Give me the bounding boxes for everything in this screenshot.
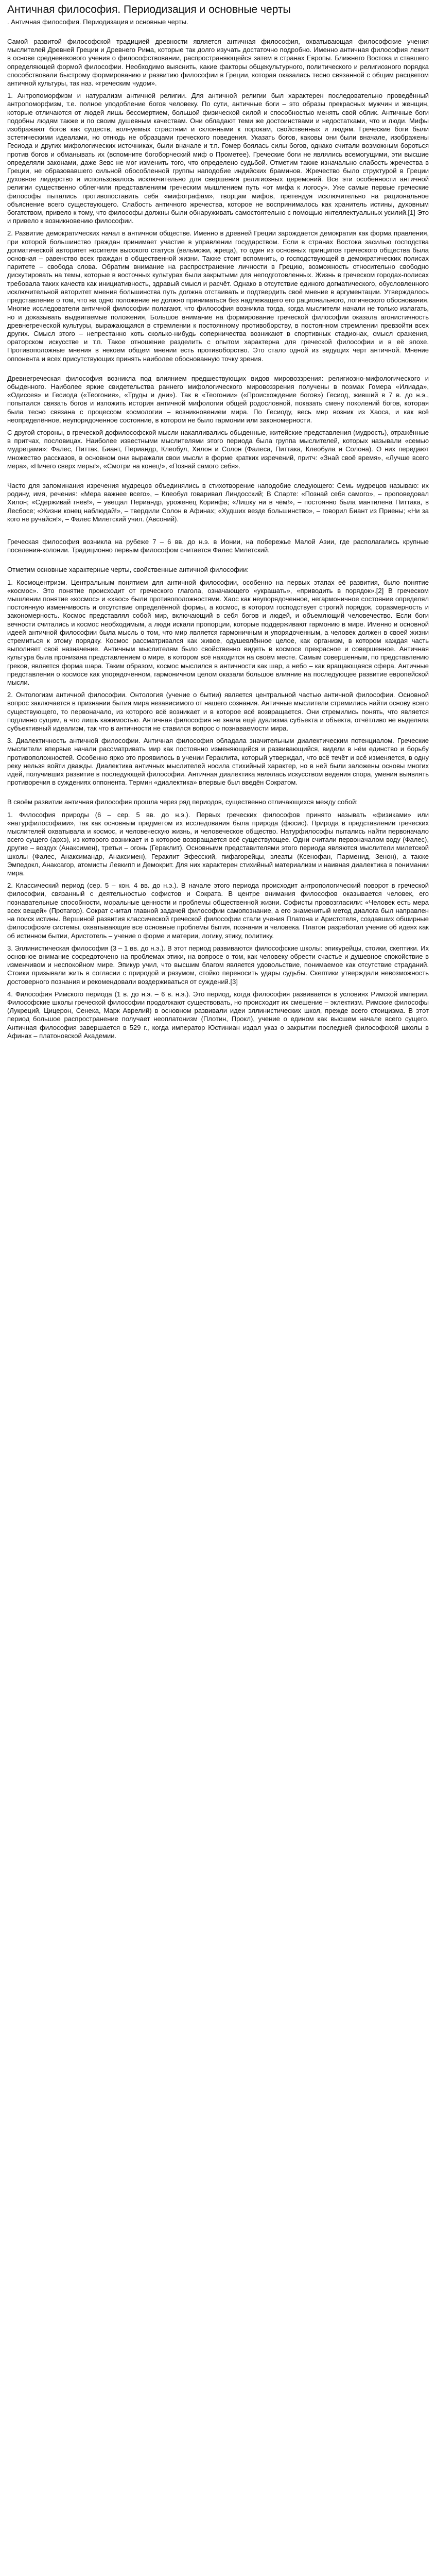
article-subtitle: . Античная философия. Периодизация и основные черты. — [7, 18, 188, 26]
paragraph-ontologism: 2. Онтологизм античной философии. Онтология (учение о бытии) является центральной частью античной философии. Основной вопрос заключается в признании бытия мира независимого от нашего сознания. Античные мыслители стремились найти основу всего существующего, то первоначало, из которого всё возникает и в которое всё возвращается. Они стремились понять, что является подлинно сущим, а что лишь кажимостью. Античная философия не знала ещё дуализма субъекта и объекта, отчётливо не выделяла субъективный идеализм, так что в античности не ставился вопрос о познаваемости мира. — [7, 691, 429, 733]
paragraph-religion: 1. Антропоморфизм и натурализм античной религии. Для античной религии был характерен последовательно проведённый антропоморфизм, т.е. полное уподобление богов человеку. По сути, античные боги – это образы прекрасных мужчин и женщин, которые отличаются от людей лишь бессмертием, большой физической силой и способностью менять свой облик. Античные боги подобны людям также и по своим душевным качествам. Они обладают теми же достоинствами и недостатками, что и люди. Мифы изображают богов как существ, волнуемых страстями и склонными к порокам, свойственных и людям. Греческие боги были эстетическими идеалами, но отнюдь не образцами греческого поведения. Указать богов, каковы они были вначале, изображены Гесиода и других мифологических источниках, были вначале и т.п. Гомер боялась силы богов, однако считали возможным бороться против богов и обманывать их (вспомните богоборческий миф о Прометее). Греческие боги не являлись всемогущими, эти высшие определяли законами, даже Зевс не мог изменить того, что определено судьбой. Отметим также изначально слабость жречества в Греции, не образовавшего сильной обособленной группы наподобие индийских браминов. Жречество было структурой в Греции духовное лидерство и использовалось исключительно для свершения религиозных церемоний. Все эти особенности античной религии существенно облегчили представлениям греческим мышлением путь «от мифа к логосу». Уже самые первые греческие философы пытались противопоставить себя «мифографам», творцам мифов, претендуя исключительно на рациональное объяснение всего существующего. Слабость античного жречества, которое не воспринималось как хранитель истины, духовным богатством, привело к тому, что философы должны были обнаруживать самостоятельно с помощью интеллектуальных усилий.[1] Это и привело к возникновению философии. — [7, 92, 429, 225]
paragraph-origin: Греческая философия возникла на рубеже 7 – 6 вв. до н.э. в Ионии, на побережье Малой Азии, где располагались крупные поселения-колонии. Традиционно первым философом считается Фалес Милетский. — [7, 537, 429, 554]
paragraph-democracy: 2. Развитие демократических начал в античном обществе. Именно в древней Греции зарождается демократия как форма правления, при которой большинство граждан принимает участие в управлении государством. Если в странах Востока засилью господства догматической авторитет носителя высокого статуса (вельможи, жреца), то один из основных принципов греческого общества была основная – равенство всех граждан в общественной жизни. Также стоит вспомнить, о господствующей в демократических полисах паритете – свобода слова. Обратим внимание на распространение личности в Грецию, возможность относительно свободно дискутировать на темы, которые в восточных культурах были закрытыми для неподготовленных. Жизнь в греческом городах-полисах требовала таких качеств как инициативность, здравый смысл и расчёт. Однако в отсутствие единого догматического, обусловленного исключительной авторитет мнения большинства путь должна отстаивать и подтвердить своё мнение в аргументации. Утверждалось представление о том, что на одно положение не должно приниматься без надлежащего его рационального, логического обоснования. Многие исследователи античной философии полагают, что философия возникла тогда, когда мыслители начали не только излагать, но и доказывать выдвигаемые положения, Большое внимание на формирование греческой философии оказала агонистичность древнегреческой культуры, выражающаяся в стремлении к постоянному противоборству, в постоянном стремлении превзойти всех других. Смысл этого – непрестанно хоть сколько-нибудь соперничества возникают в спортивных стадионах, смысл сражения, ораторском искусстве и т.п. Такое отношение разделить с опытом характерна для греческой философии и в её эпохе. Противоположные мнения в некоем общем мнении есть противоборство. Это стало одной из ведущих черт античной. Мнение оппонента и всех присутствующих принять наиболее обоснованную точку зрения. — [7, 229, 429, 363]
paragraph-poem: Часто для запоминания изречения мудрецов объединялись в стихотворение наподобие следующего: Семь мудрецов называю: их родину, имя, речения: «Мера важнее всего», – Клеобул говаривал Линдосский; В Спарте: «Познай себя самого», – проповедовал Хилон; «Сдерживай гнев!», – увещал Периандр, уроженец Коринфа; «Лишку ни в чём!», – постоянно была мантилена Питтака, в Лесбосе; «Жизни конец наблюдай!», – твердили Солон в Афинах; «Худших везде большинство», – говорил Биант из Приены; «Ни за кого не ручайся!», – Фалес Милетский учил. (Авсоний). — [7, 481, 429, 523]
paragraph-period-roman: 4. Философия Римского периода (1 в. до н.э. – 6 в. н.э.). Это период, когда философия развивается в условиях Римской империи. Философские школы греческой философии продолжают существовать, но происходит их смешение – эклектизм. Римские философы (Лукреций, Цицерон, Сенека, Марк Аврелий) в основном развивали идеи эллинистических школ, прежде всего стоицизма. В этот период большое распространение получает неоплатонизм (Плотин, Прокл), учение о едином как высшем начале всего сущего. Античная философия завершается в 529 г., когда император Юстиниан издал указ о закрытии последней философской школы в Афинах – платоновской Академии. — [7, 990, 429, 1040]
paragraph-intro: Самой развитой философской традицией древности является античная философия, охватывающая философские учения мыслителей Древней Греции и Древнего Рима, которые так долго изучать достаточно подробно. Именно античная философия лежит в основе средневекового учения о философствовании, распространяющейся затем в странах Европы. Ближнего Востока и ставшего определяющей формой философии. Необходимо выяснить, какие факторы общекультурного, политического и религиозного порядка способствовали быстрому формированию и развитию философии в Греции, которая оказалась тесно связанной с общим расцветом античной культуры, так наз. «греческим чудом». — [7, 38, 429, 88]
article — [0, 0, 436, 1045]
paragraph-features-intro: Отметим основные характерные черты, свойственные античной философии: — [7, 566, 249, 574]
paragraph-period-nature: 1. Философия природы (6 – сер. 5 вв. до н.э.). Первых греческих философов принято называть «физиками» или «натурфилософами», так как основным предметом их исследования была природа (фюсис). Природа в представлении греческих мыслителей охватывала и космос, и человеческую жизнь, и человеческое общество. Натурфилософы пытались найти первоначало всего сущего (архэ), из которого возникает и в которое возвращается всё существующее. Одни считали первоначалом воду (Фалес), другие – воздух (Анаксимен), третьи – огонь (Гераклит). Основными представителями этого периода являются мыслители милетской школы (Фалес, Анаксимандр, Анаксимен), Гераклит Эфесский, пифагорейцы, элеаты (Ксенофан, Парменид, Зенон), а также Эмпедокл, Анаксагор, атомисты Левкипп и Демокрит. Для них характерен стихийный материализм и наивная диалектика в понимании мира. — [7, 810, 429, 877]
paragraph-dialectics: 3. Диалектичность античной философии. Античная философия обладала значительным диалектическим потенциалом. Греческие мыслители впервые начали рассматривать мир как постоянно изменяющийся и развивающийся, видели в нём единство и борьбу противоположностей. Особенно ярко это проявилось в учении Гераклита, который утверждал, что всё течёт и всё изменяется, в одну реку нельзя войти дважды. Диалектика античных мыслителей носила стихийный характер, но в ней были заложены основы многих идей, получивших развитие в последующей философии. Античная диалектика являлась искусством ведения спора, умения выявлять противоречия в суждениях оппонента. Термин «диалектика» впервые был введён Сократом. — [7, 737, 429, 787]
article-body — [7, 38, 429, 1040]
paragraph-wise-men: С другой стороны, в греческой дофилософской мысли накапливались обыденные, житейские представления (мудрость), отражённые в притчах, пословицах. Наиболее известными мыслителями этого периода была группа мыслителей, которых называли «семью мудрецами»: Фалес, Питтак, Биант, Периандр, Клеобул, Хилон и Солон (Фалеса, Питтака, Клеобула и Солона). О них передают множество рассказов, в основном они выражали свои мысли в форме кратких изречений, притч: «Знай своё время», «Лучше всего мера», «Ничего сверх меры!», «Смотри на конец!», «Познай самого себя». — [7, 428, 429, 470]
paragraph-mythology: Древнегреческая философия возникла под влиянием предшествующих видов мировоззрения: религиозно-мифологического и обыденного. Наиболее яркие свидетельства раннего мифологического мировоззрения получены в поэмах Гомера «Илиада», «Одиссея» и Гесиода («Теогония», «Труды и дни»). Так в «Теогонии» («Происхождение богов») Гесиод, живший в 7 в. до н.э., попытался связать богов и изложить история античной мифологии общей родословной, показать смену поколений богов, которая была тесно связана с процессом космологии – возникновением мира. По Гесиоду, весь мир возник из Хаоса, и как всё неопределённое, неупорядоченное состояние, в котором не было гармонии или закономерности. — [7, 374, 429, 424]
paragraph-period-classic: 2. Классический период (сер. 5 – кон. 4 вв. до н.э.). В начале этого периода происходит антропологический поворот в греческой философии, связанный с деятельностью софистов и Сократа. В центре внимания философов оказывается человек, его познавательные способности, моральные ценности и проблемы общественной жизни. Софисты провозгласили: «Человек есть мера всех вещей» (Протагор). Сократ считал главной задачей философии самопознание, а его знаменитый метод диалога был направлен на поиск истины. Вершиной развития классической греческой философии стали учения Платона и Аристотеля, создавших обширные философские системы, охватывающие все основные проблемы бытия, познания и человека. Платон разработал учение об идеях как об истинном бытии, Аристотель – учение о форме и материи, логику, этику, политику. — [7, 882, 429, 940]
paragraph-period-hellenistic: 3. Эллинистическая философия (3 – 1 вв. до н.э.). В этот период развиваются философские школы: эпикурейцы, стоики, скептики. Их основное внимание сосредоточено на проблемах этики, на вопросе о том, как человеку обрести счастье и душевное спокойствие в изменчивом и неспокойном мире. Эпикур учил, что высшим благом является удовольствие, понимаемое как отсутствие страданий. Стоики призывали жить в согласии с природой и разумом, стойко переносить удары судьбы. Скептики утверждали невозможность достоверного познания и рекомендовали воздерживаться от суждений.[3] — [7, 944, 429, 986]
paragraph-cosmocentrism: 1. Космоцентризм. Центральным понятием для античной философии, особенно на первых этапах её развития, было понятие «космос». Это понятие происходит от греческого глагола, означающего «украшать», «приводить в порядок».[2] В греческом мышлении понятие «космос» и «хаос» были противоположностями. Хаос как неупорядоченное, негармоничное состояние определял постоянную изменчивость и отсутствие определённой формы, а космос, в котором господствует строгий порядок, соразмерность и закономерность. Космос представлял собой мир, включающий в себя богов и людей, и объемлющий человечество. Если боги вечности считались и космос необходимым, а люди искали пропорции, которые поддерживают гармонию в мире. Именно и основной идеей античной философии была мысль о том, что мир является гармоничным и упорядоченным, а человек должен в своей жизни стремиться к этому порядку. Космос рассматривался как живое, одушевлённое целое, как организм, в котором каждая часть выполняет своё назначение. Античным мыслителям было свойственно видеть в космосе прекрасное и совершенное. Античная культура была пронизана представлением о мире, в котором всё находится на своём месте. Самым совершенным, по представлению греков, является форма шара. Таким образом, космос мыслился в античности как шар, а небо – как вращающаяся сфера. Античные представления о космосе как упорядоченном, гармоничном целом оказали большое влияние на последующее развитие европейской мысли. — [7, 578, 429, 687]
paragraph-periods-intro: В своём развитии античная философия прошла через ряд периодов, существенно отличающихся между собой: — [7, 798, 358, 806]
article-title: Античная философия. Периодизация и основные черты — [7, 4, 291, 15]
